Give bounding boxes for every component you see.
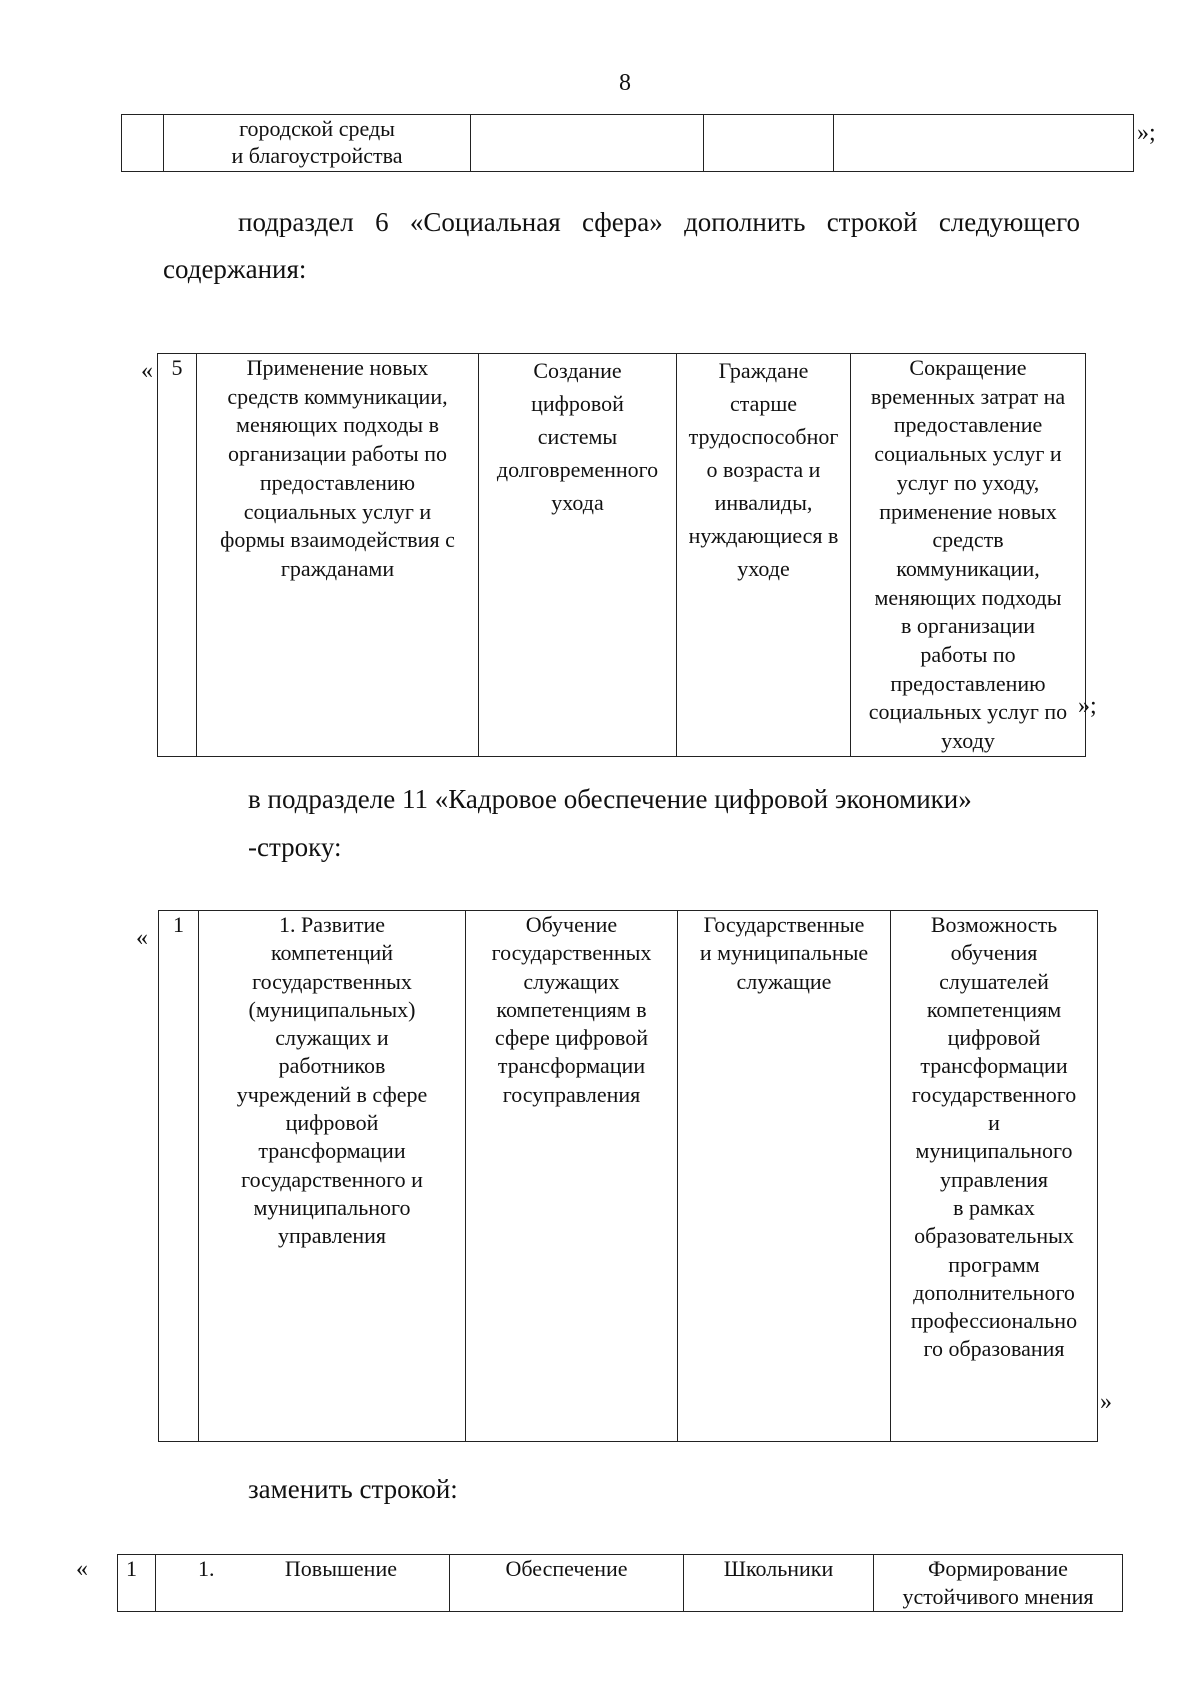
cell-text-line: системы	[537, 424, 618, 449]
cell-text-line: государственных	[252, 968, 412, 994]
paragraph-line: подраздел 6 «Социальная сфера» дополнить строкой следующего	[238, 207, 1080, 237]
cell-text-line: и благоустройства	[231, 143, 403, 168]
opening-quote: «	[76, 1556, 88, 1582]
cell-target	[678, 911, 891, 1442]
cell-measure	[199, 911, 466, 1442]
cell-text-line: и	[988, 1110, 1000, 1136]
cell-text-line: средств коммуникации,	[227, 383, 448, 409]
cell-text-line: организации работы по	[228, 441, 447, 467]
cell-text-line: Возможность	[930, 912, 1058, 937]
cell-text-line: гражданами	[280, 555, 395, 581]
cell-text-line: трансформации	[258, 1138, 406, 1164]
table-personnel-new-row	[117, 1554, 1123, 1612]
cell-num: 5	[158, 354, 197, 757]
cell-text-line: Обучение	[525, 912, 618, 937]
cell-effect	[834, 115, 1134, 172]
cell-text-line: социальных услуг и	[874, 441, 1062, 467]
cell-target	[684, 1555, 874, 1612]
cell-text-line: госуправления	[502, 1081, 641, 1107]
cell-effect	[851, 354, 1086, 757]
cell-text-line: уходе	[737, 556, 790, 581]
paragraph-line: -строку:	[248, 832, 342, 862]
table-social-sphere	[157, 353, 1086, 757]
cell-text-line: коммуникации,	[896, 555, 1040, 581]
cell-text-line: формы взаимодействия с	[220, 527, 455, 553]
measure-number: 1.	[198, 1556, 215, 1581]
cell-num	[122, 115, 164, 172]
cell-text-line: Создание	[533, 358, 622, 383]
cell-text-line: уходу	[941, 728, 995, 754]
cell-text-line: управления	[939, 1166, 1049, 1192]
cell-text-line: муниципального	[253, 1194, 411, 1220]
table-personnel-old-row	[158, 910, 1098, 1442]
cell-text-line: предоставление	[893, 412, 1043, 438]
cell-text-line: обучения	[950, 940, 1038, 966]
cell-text-line: работников	[278, 1053, 386, 1079]
paragraph-line: в подразделе 11 «Кадровое обеспечение цифровой экономики»	[248, 784, 972, 814]
cell-text-line: компетенций	[270, 940, 394, 966]
cell-text-line: меняющих подходы	[874, 584, 1062, 610]
cell-num: 1	[159, 911, 199, 1442]
cell-text-line: работы по	[920, 642, 1016, 668]
cell-text-line: социальных услуг и	[243, 498, 432, 524]
cell-text-line: профессионально	[910, 1308, 1078, 1334]
cell-target	[677, 354, 851, 757]
cell-text-line: и муниципальные	[699, 940, 869, 966]
cell-text-line: Государственные	[703, 912, 865, 937]
table-row	[122, 115, 1134, 172]
cell-text-line: цифровой	[531, 391, 624, 416]
cell-text-line: сфере цифровой	[494, 1025, 649, 1051]
closing-quote: »;	[1137, 120, 1156, 146]
cell-text-line: применение новых	[879, 498, 1057, 524]
cell-measure	[164, 115, 471, 172]
cell-text-line: в организации	[901, 613, 1035, 639]
cell-text-line: социальных услуг по	[868, 699, 1068, 725]
cell-text-line: Обеспечение	[505, 1556, 628, 1581]
cell-result	[479, 354, 677, 757]
cell-text-line: цифровой	[285, 1110, 379, 1136]
cell-text-line: старше	[729, 391, 798, 416]
closing-quote: »;	[1078, 693, 1097, 719]
cell-text-line: цифровой	[947, 1025, 1041, 1051]
cell-result	[471, 115, 704, 172]
cell-text-line: трансформации	[920, 1053, 1068, 1079]
paragraph-line: заменить строкой:	[248, 1474, 458, 1504]
cell-text-line: 1. Развитие	[278, 912, 385, 937]
cell-text-line: служащих и	[275, 1025, 389, 1051]
cell-text-line: учреждений в сфере	[236, 1081, 428, 1107]
cell-text-line: предоставлению	[890, 670, 1046, 696]
cell-text-line: управления	[277, 1223, 387, 1249]
cell-text-line: услуг по уходу,	[896, 469, 1040, 495]
cell-text-line: слушателей	[939, 968, 1049, 994]
cell-text-line: трансформации	[497, 1053, 646, 1079]
cell-text-line: Граждане	[718, 358, 809, 383]
cell-text-line: долговременного	[496, 457, 659, 482]
cell-text-line: меняющих подходы в	[236, 412, 439, 438]
cell-result	[466, 911, 678, 1442]
cell-text-line: государственного	[911, 1081, 1077, 1107]
cell-text-line: программ	[948, 1251, 1040, 1277]
cell-num: 1	[118, 1555, 156, 1612]
measure-text: Повышение	[284, 1556, 397, 1581]
cell-target	[704, 115, 834, 172]
opening-quote: «	[136, 925, 148, 951]
table-continuation	[121, 114, 1134, 172]
cell-text-line: (муниципальных)	[248, 996, 416, 1022]
page-number: 8	[619, 70, 631, 96]
cell-measure	[197, 354, 479, 757]
table-row	[118, 1555, 1123, 1612]
cell-text-line: Применение новых	[246, 355, 429, 380]
cell-text-line: средств	[932, 527, 1004, 553]
table-row	[159, 911, 1098, 1442]
cell-text-line: трудоспособног	[688, 424, 839, 449]
cell-text-line: городской среды	[239, 116, 395, 141]
cell-text-line: инвалиды,	[714, 490, 813, 515]
cell-text-line: Формирование	[928, 1556, 1068, 1581]
cell-text-line: о возраста и	[706, 457, 821, 482]
cell-text-line: в рамках	[953, 1194, 1035, 1220]
opening-quote: «	[141, 358, 153, 384]
closing-quote: »	[1100, 1389, 1112, 1415]
cell-text-line: Сокращение	[909, 355, 1027, 380]
cell-effect	[874, 1555, 1123, 1612]
cell-text-line: нуждающиеся в	[688, 523, 839, 548]
paragraph-line: содержания:	[163, 254, 307, 284]
cell-text-line: го образования	[923, 1336, 1065, 1362]
cell-result	[450, 1555, 684, 1612]
cell-measure	[156, 1555, 450, 1612]
cell-text-line: ухода	[551, 490, 604, 515]
cell-text-line: государственного и	[241, 1166, 423, 1192]
cell-text-line: предоставлению	[259, 469, 416, 495]
cell-text-line: Школьники	[723, 1556, 834, 1581]
cell-text-line: служащие	[736, 968, 832, 994]
cell-text-line: образовательных	[914, 1223, 1074, 1249]
cell-text-line: дополнительного	[913, 1279, 1075, 1305]
cell-text-line: муниципального	[915, 1138, 1073, 1164]
cell-text-line: устойчивого мнения	[902, 1584, 1094, 1609]
table-row	[158, 354, 1086, 757]
cell-text-line: государственных	[491, 940, 652, 966]
cell-text-line: временных затрат на	[870, 383, 1066, 409]
cell-text-line: компетенциям в	[496, 996, 647, 1022]
cell-text-line: служащих	[523, 968, 620, 994]
cell-text-line: компетенциям	[926, 996, 1062, 1022]
cell-effect	[891, 911, 1098, 1442]
